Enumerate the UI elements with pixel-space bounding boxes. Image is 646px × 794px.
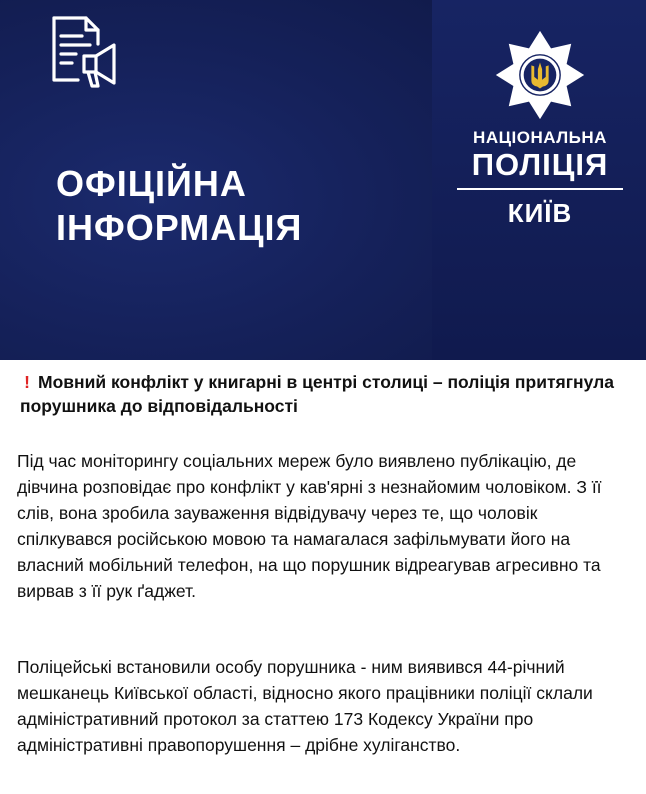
exclamation-icon: ! <box>24 372 30 392</box>
message-title-text: Мовний конфлікт у книгарні в центрі столиці – поліція притягнула порушника до відповідальності <box>20 372 614 416</box>
document-megaphone-icon <box>48 14 122 92</box>
brand-line-national: НАЦІОНАЛЬНА <box>473 128 607 147</box>
message-paragraph-2: Поліцейські встановили особу порушника - ним виявився 44-річний мешканець Київської області, відносно якого працівники поліції склали адміністративний протокол за статтею 173 Кодексу України про адміністративні правопорушення – дрібне хуліганство. <box>17 657 593 755</box>
brand-divider <box>457 188 623 190</box>
brand-city: КИЇВ <box>507 198 573 228</box>
brand-line-police: ПОЛІЦІЯ <box>471 147 609 182</box>
headline-line-1: ОФІЦІЙНА <box>56 163 247 204</box>
police-star-badge-icon <box>492 27 588 123</box>
message-paragraph-1: Під час моніторингу соціальних мереж було виявлено публікацію, де дівчина розповідає про конфлікт у кав'ярні з незнайомим чоловіком. З її слів, вона зробила зауваження відвідувачу через те, що чоловік спілкувався російською мовою та намагалася зафільмувати його на власний мобільний телефон, на що порушник відреагував агресивно та вирвав з її рук ґаджет. <box>17 451 602 601</box>
message-title <box>20 370 620 418</box>
banner-headline <box>56 162 302 250</box>
police-brand <box>456 128 624 228</box>
headline-line-2: ІНФОРМАЦІЯ <box>56 207 303 248</box>
message-body <box>0 360 646 794</box>
post-banner-image[interactable] <box>0 0 646 360</box>
